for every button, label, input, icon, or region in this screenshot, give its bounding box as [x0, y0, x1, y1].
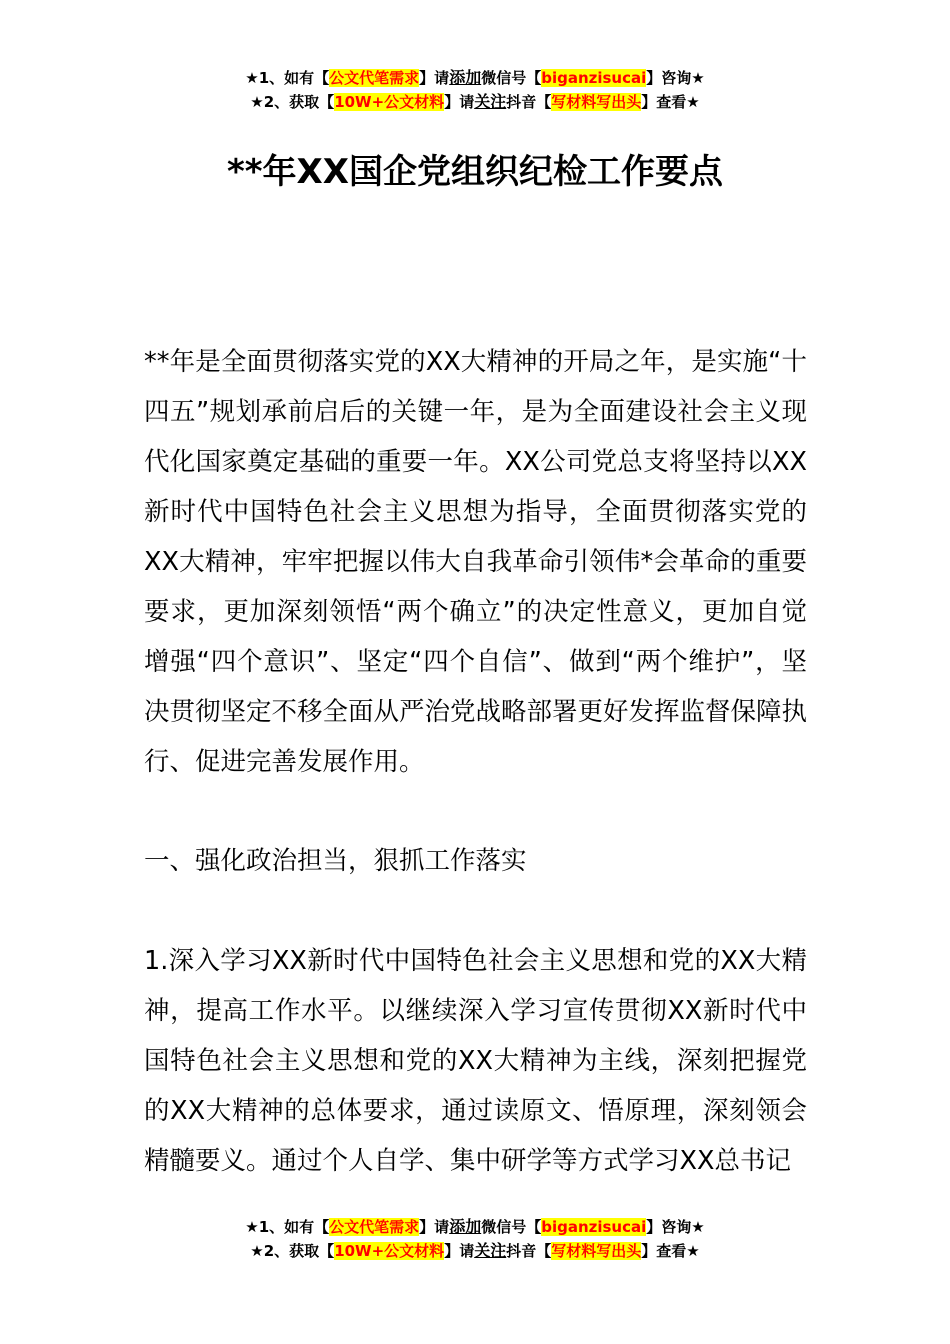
promo-text: 】请: [444, 93, 475, 111]
header-promo-banner: [0, 66, 950, 114]
promo-highlight: 公文代笔需求: [329, 1218, 420, 1236]
promo-text: ★1、如有【: [245, 1218, 330, 1236]
promo-text: ★1、如有【: [245, 69, 330, 87]
promo-text: ★2、获取【: [250, 93, 335, 111]
promo-highlight: 写材料写出头: [551, 93, 642, 111]
promo-line-2: [0, 1239, 950, 1263]
promo-line-1: [0, 1215, 950, 1239]
promo-underline: 添加: [449, 68, 482, 87]
promo-text: 】查看★: [641, 1242, 700, 1260]
promo-line-2: [0, 90, 950, 114]
promo-text: 】咨询★: [646, 1218, 705, 1236]
promo-text: 】请: [419, 1218, 450, 1236]
promo-highlight: biganzisucai: [541, 69, 647, 87]
promo-highlight: 10W+公文材料: [334, 1242, 445, 1260]
promo-text: 抖音【: [506, 93, 552, 111]
section-item-paragraph: 1.深入学习XX新时代中国特色社会主义思想和党的XX大精神，提高工作水平。以继续深入学习宣传贯彻XX新时代中国特色社会主义思想和党的XX大精神为主线，深刻把握党的XX大精神的总体要求，通过读原文、悟原理，深刻领会精髓要义。通过个人自学、集中研学等方式学习XX总书记: [144, 946, 807, 1176]
promo-underline: 关注: [474, 1241, 507, 1260]
promo-text: 】请: [444, 1242, 475, 1260]
intro-paragraph: **年是全面贯彻落实党的XX大精神的开局之年，是实施“十四五”规划承前启后的关键一年，是为全面建设社会主义现代化国家奠定基础的重要一年。XX公司党总支将坚持以XX新时代中国特色社会主义思想为指导，全面贯彻落实党的XX大精神，牢牢把握以伟大自我革命引领伟*会革命的重要要求，更加深刻领悟“两个确立”的决定性意义，更加自觉增强“四个意识”、坚定“四个自信”、做到“两个维护”，坚决贯彻坚定不移全面从严治党战略部署更好发挥监督保障执行、促进完善发展作用。: [144, 347, 808, 777]
promo-highlight: 10W+公文材料: [334, 93, 445, 111]
promo-highlight: biganzisucai: [541, 1218, 647, 1236]
promo-highlight: 写材料写出头: [551, 1242, 642, 1260]
promo-underline: 添加: [449, 1217, 482, 1236]
promo-text: 】查看★: [641, 93, 700, 111]
promo-line-1: [0, 66, 950, 90]
promo-text: ★2、获取【: [250, 1242, 335, 1260]
promo-highlight: 公文代笔需求: [329, 69, 420, 87]
promo-underline: 关注: [474, 92, 507, 111]
promo-text: 】咨询★: [646, 69, 705, 87]
promo-text: 抖音【: [506, 1242, 552, 1260]
section-heading: 一、强化政治担当，狠抓工作落实: [144, 846, 527, 876]
promo-text: 】请: [419, 69, 450, 87]
footer-promo-banner: [0, 1215, 950, 1263]
promo-text: 微信号【: [481, 69, 542, 87]
document-title: **年XX国企党组织纪检工作要点: [227, 152, 723, 192]
promo-text: 微信号【: [481, 1218, 542, 1236]
